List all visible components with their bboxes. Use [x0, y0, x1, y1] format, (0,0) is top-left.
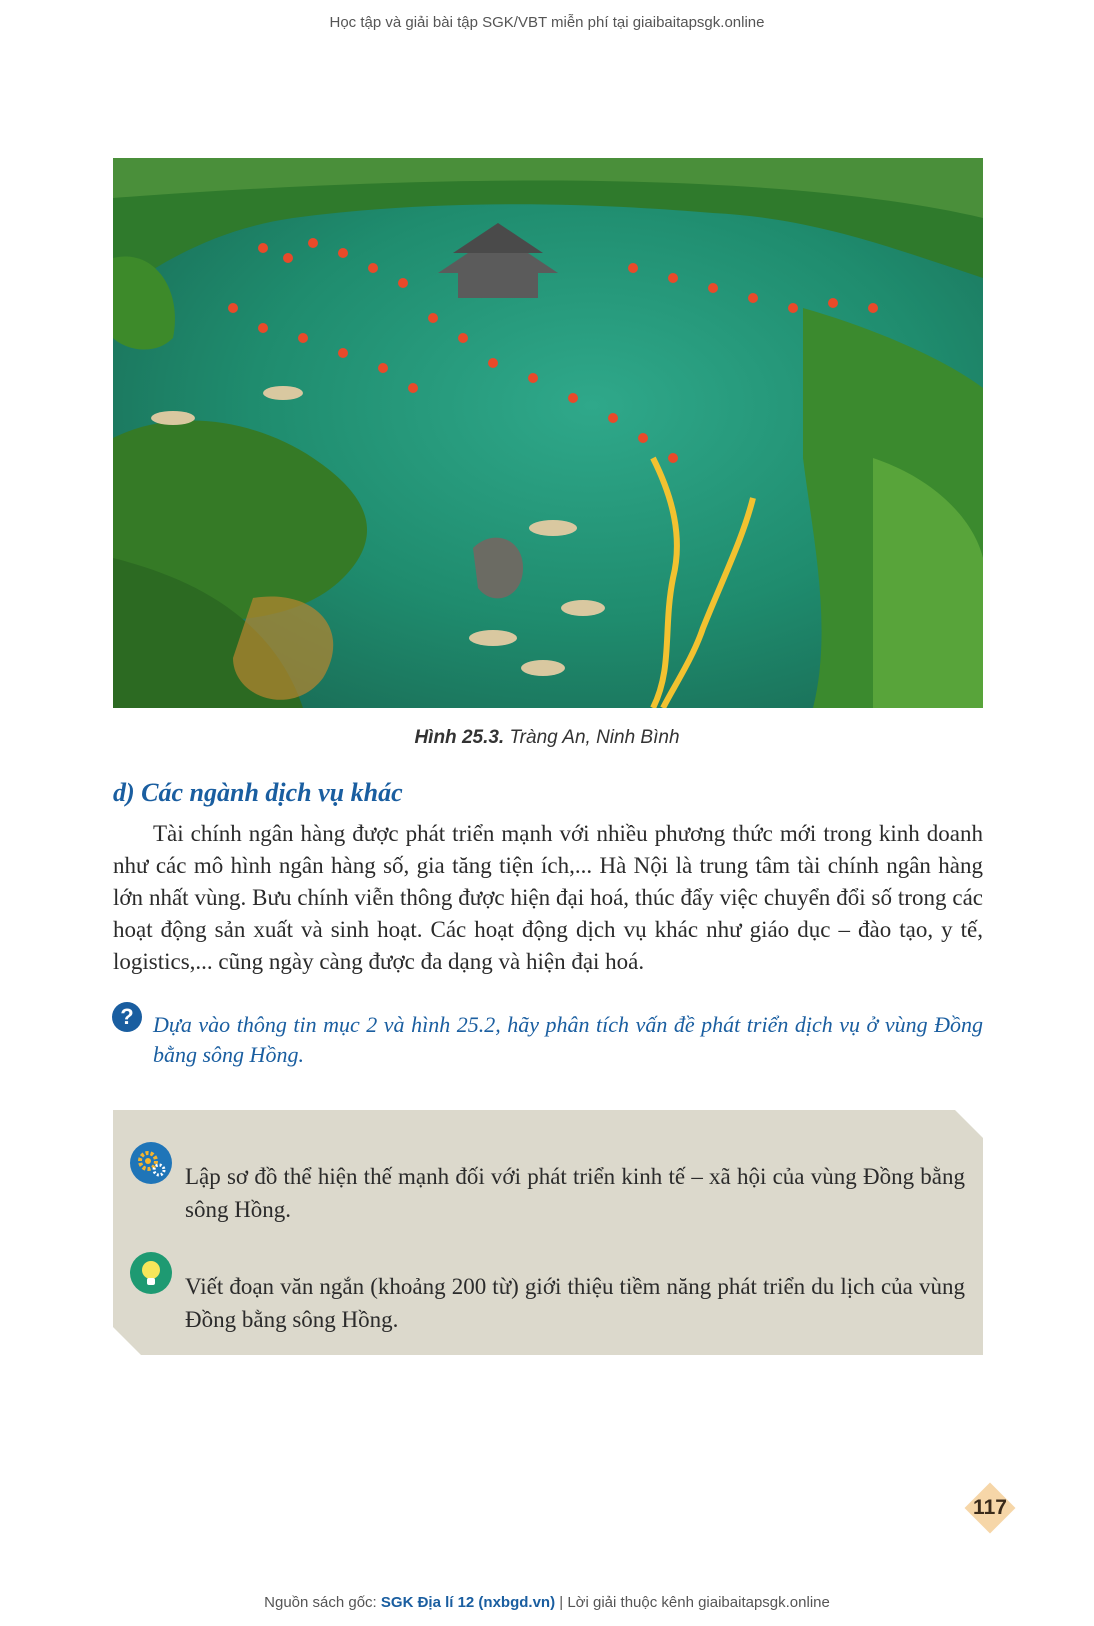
figure-label: Hình 25.3.	[414, 727, 505, 748]
section-paragraph: Tài chính ngân hàng được phát triển mạnh với nhiều phương thức mới trong kinh doanh như các mô hình ngân hàng số, gia tăng tiện ích,... Hà Nội là trung tâm tài chính ngân hàng lớn nhất vùng. Bưu chính viễn thông được hiện đại hoá, thúc đẩy việc chuyển đổi số trong các hoạt động sản xuất và sinh hoạt. Các hoạt động dịch vụ khác như giáo dục – đào tạo, y tế, logistics,... cũng ngày càng được đa dạng và hiện đại hoá.	[113, 821, 983, 974]
footer-suffix: | Lời giải thuộc kênh giaibaitapsgk.online	[555, 1594, 830, 1611]
page-number-text: 117	[973, 1496, 1007, 1519]
practice-activity-text: Lập sơ đồ thể hiện thế mạnh đối với phát triển kinh tế – xã hội của vùng Đồng bằng sông Hồng.	[185, 1164, 965, 1222]
source-book-link[interactable]: SGK Địa lí 12 (nxbgd.vn)	[380, 1594, 556, 1611]
section-heading: d) Các ngành dịch vụ khác	[113, 778, 403, 807]
question-icon: ?	[112, 1002, 142, 1032]
gear-icon	[130, 1142, 172, 1184]
page-header: Học tập và giải bài tập SGK/VBT miễn phí tại giaibaitapsgk.online	[329, 14, 765, 31]
page-number	[965, 1487, 1015, 1529]
apply-activity-text: Viết đoạn văn ngắn (khoảng 200 từ) giới thiệu tiềm năng phát triển du lịch của vùng Đồng bằng sông Hồng.	[185, 1274, 965, 1332]
lightbulb-icon	[130, 1252, 172, 1294]
trang-an-photo	[113, 158, 983, 708]
footer-prefix: Nguồn sách gốc:	[264, 1594, 381, 1611]
question-text: Dựa vào thông tin mục 2 và hình 25.2, hãy phân tích vấn đề phát triển dịch vụ ở vùng Đồng bằng sông Hồng.	[153, 1012, 983, 1067]
figure-caption	[0, 727, 1094, 749]
figure-caption-text: Tràng An, Ninh Bình	[509, 727, 680, 748]
page-footer	[0, 1594, 1094, 1611]
